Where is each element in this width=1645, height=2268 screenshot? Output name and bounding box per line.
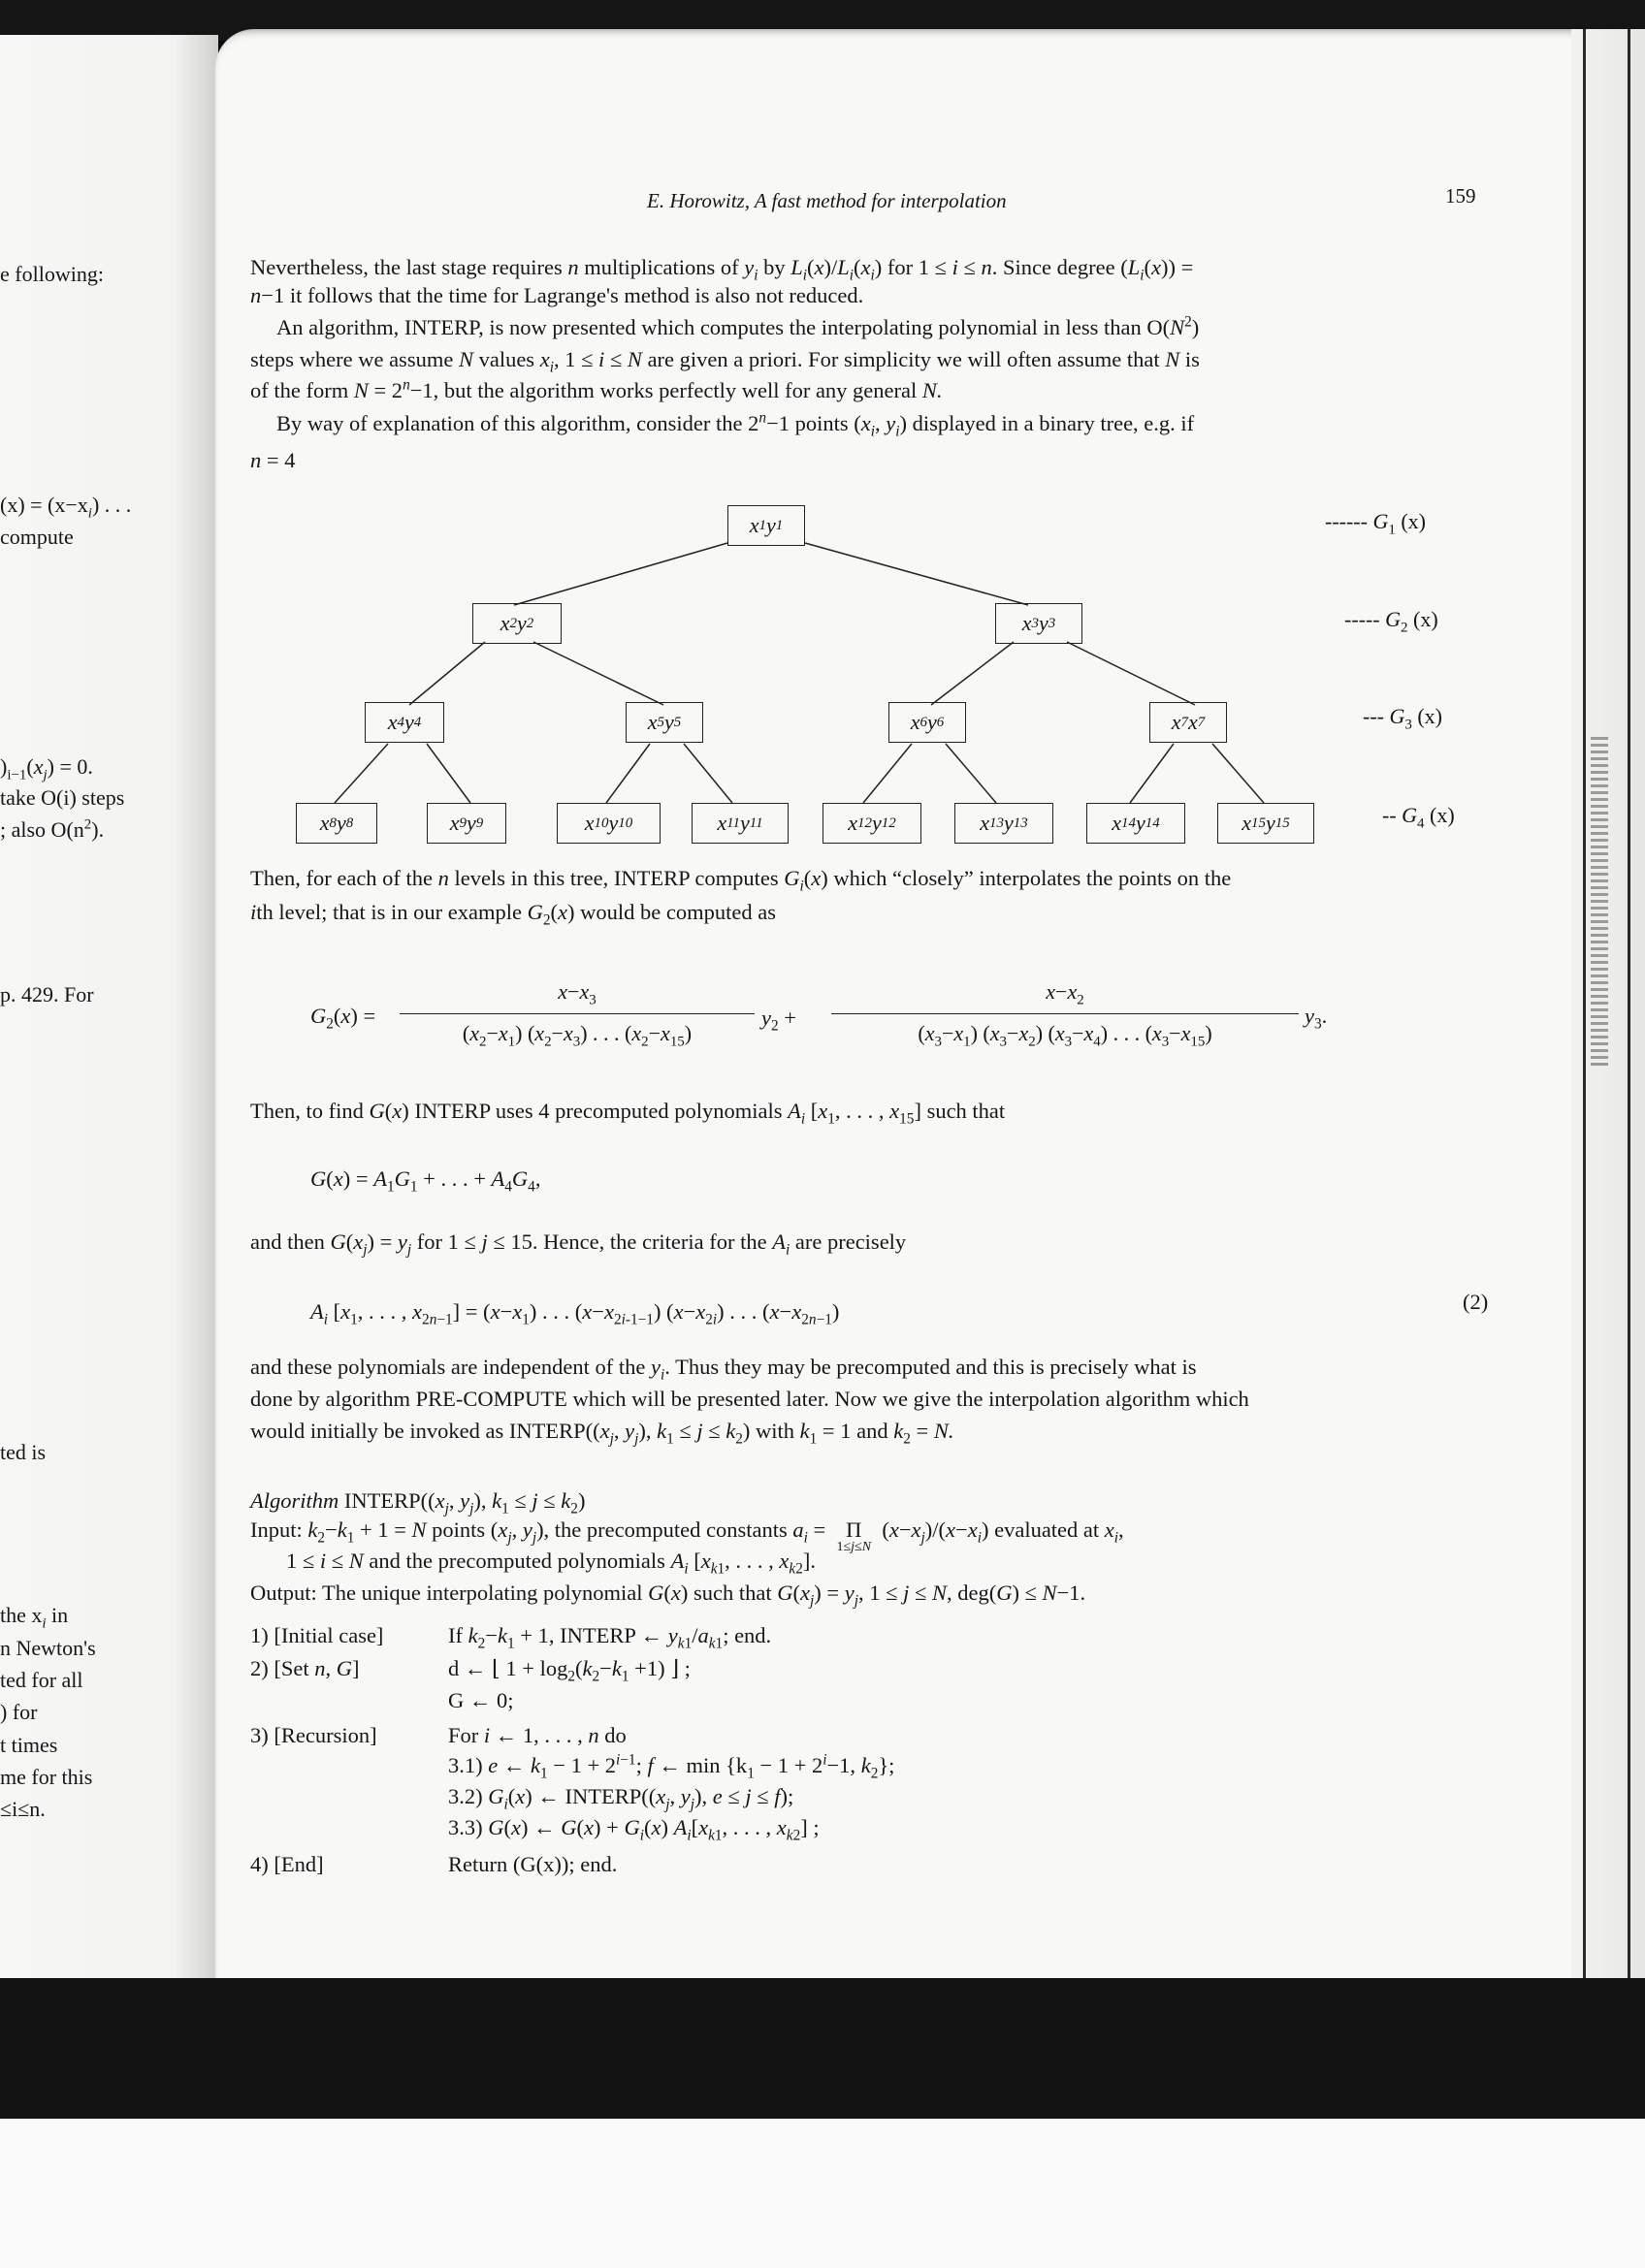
para4-line1: Then, for each of the n levels in this tree, INTERP computes $G_i(x)$ which “closely” interpolates the points on the bbox=[250, 866, 1232, 895]
para3-line1: By way of explanation of this algorithm, consider the $2^n-1$ points ($x_i$, $y_i$) displayed in a binary tree, e.g. if bbox=[276, 409, 1195, 440]
para1-line1: Nevertheless, the last stage requires n multiplications of $y_i$ by $L_i(x)/L_i(x_i)$ for 1 ≤ i ≤ n. Since degree $(L_i(x))$ = bbox=[250, 255, 1194, 284]
tree-edge bbox=[533, 642, 663, 705]
level-label-g2: ----- $G_2$ (x) bbox=[1344, 607, 1438, 636]
para2-line2: steps where we assume N values $x_i$, 1 ≤ i ≤ N are given a priori. For simplicity we will often assume that N is bbox=[250, 347, 1200, 376]
eq-g2-y2: $y_2$ + bbox=[761, 1006, 796, 1035]
left-fragment: compute bbox=[0, 525, 74, 549]
para7-line3: would initially be invoked as $INTERP((x_j$, $y_j$), $k_1 \le j \le k_2$) with $k_1 = 1$ and $k_2 = N$. bbox=[250, 1419, 954, 1448]
step3-2: 3.2) $G_i(x)$ ← $INTERP((x_j$, $y_j$), e ≤ j ≤ f); bbox=[448, 1784, 794, 1813]
algo-input-line1: Input: $k_2-k_1 + 1 = N$ points ($x_j$, $y_j$), the precomputed constants $a_i$ = Π 1≤j≤N $(x-x_j)/(x-x_i)$ evaluated at $x_i$, bbox=[250, 1517, 1124, 1554]
tree-node: x 11 y 11 bbox=[692, 803, 789, 844]
step2-text: d ← ⌊ $1 + \log_2(k_2-k_1 +1)$ ⌋ ; bbox=[448, 1656, 691, 1685]
para4-line2: ith level; that is in our example $G_2(x)$ would be computed as bbox=[250, 900, 776, 929]
left-fragment: e following: bbox=[0, 262, 104, 286]
step4-text: Return (G(x)); end. bbox=[448, 1852, 618, 1876]
tree-edge bbox=[335, 744, 388, 803]
para2-line1: An algorithm, INTERP, is now presented which computes the interpolating polynomial in less than $O(N^2)$ bbox=[276, 313, 1200, 339]
eq-g2-den1: $(x_2-x_1)$ $(x_2-x_3)$ . . . $(x_2-x_{15})$ bbox=[462, 1021, 693, 1050]
eq-2: $A_i$ [$x_1$, . . . , $x_{2n-1}] = (x-x_1)$ . . . $(x-x_{2i-1-1})$ $(x-x_{2i})$ . . . $(x-x_{2n-1})$ bbox=[310, 1299, 840, 1328]
tree-edge bbox=[931, 642, 1014, 705]
level-label-g3: --- $G_3$ (x) bbox=[1363, 704, 1443, 733]
tree-node: x 5 y 5 bbox=[626, 702, 703, 743]
tree-node: x 6 y 6 bbox=[888, 702, 966, 743]
left-fragment: ) for bbox=[0, 1700, 38, 1724]
para6: and then $G(x_j) = y_j$ for 1 ≤ j ≤ 15. Hence, the criteria for the $A_i$ are precisely bbox=[250, 1230, 907, 1259]
tree-node: x 13 y 13 bbox=[954, 803, 1053, 844]
tree-node: x 8 y 8 bbox=[296, 803, 377, 844]
eq-g2-lhs: $G_2(x)$ = bbox=[310, 1004, 376, 1033]
level-label-g1: ------ $G_1$ (x) bbox=[1325, 509, 1426, 538]
step1-text: If $k_2-k_1 + 1$, INTERP ← $y_{k1}/a_{k1}$; end. bbox=[448, 1623, 772, 1652]
para5: Then, to find G(x) INTERP uses 4 precomputed polynomials $A_i$ [$x_1$, . . . , $x_{15}$] such that bbox=[250, 1099, 1006, 1128]
step1-label: 1) [Initial case] bbox=[250, 1623, 384, 1647]
tree-edge bbox=[863, 744, 912, 803]
tree-edge bbox=[409, 642, 485, 705]
step3-text: For i ← 1, . . . , n do bbox=[448, 1723, 627, 1747]
step2-line2: G ← 0; bbox=[448, 1688, 514, 1712]
tree-node: x 12 y 12 bbox=[822, 803, 921, 844]
algo-output: Output: The unique interpolating polynomial G(x) such that $G(x_j) = y_j$, 1 ≤ j ≤ N, deg(G) ≤ N−1. bbox=[250, 1581, 1086, 1610]
step3-3: 3.3) G(x) ← $G(x) + G_i(x)$ $A_i[x_{k1}$, . . . , $x_{k2}$] ; bbox=[448, 1815, 820, 1844]
tree-node: x 14 y 14 bbox=[1086, 803, 1185, 844]
left-fragment: t times bbox=[0, 1733, 58, 1757]
eq-g-sum: $G(x) = A_1G_1$ + . . . + $A_4G_4$, bbox=[310, 1166, 541, 1196]
tree-node: x 10 y 10 bbox=[557, 803, 661, 844]
tree-node: x 3 y 3 bbox=[995, 603, 1082, 644]
eq-g2-num2: $x-x_2$ bbox=[1046, 979, 1084, 1008]
tree-edge bbox=[606, 744, 650, 803]
tree-node: x 1 y 1 bbox=[727, 505, 805, 546]
step2-label: 2) [Set n, G] bbox=[250, 1656, 360, 1680]
tree-node: x 7 x 7 bbox=[1149, 702, 1227, 743]
tree-edge bbox=[946, 744, 996, 803]
level-label-g4: -- $G_4$ (x) bbox=[1382, 803, 1455, 832]
tree-edge bbox=[1130, 744, 1174, 803]
para2-line3: of the form $N = 2^n-1$, but the algorithm works perfectly well for any general N. bbox=[250, 376, 943, 402]
tree-edge bbox=[1212, 744, 1264, 803]
left-fragment: ; also $O(n^2)$. bbox=[0, 816, 105, 842]
eq-g2-bar1 bbox=[400, 1013, 755, 1014]
left-fragment: ted is bbox=[0, 1440, 47, 1464]
step3-label: 3) [Recursion] bbox=[250, 1723, 377, 1747]
left-fragment: the $x_i$ in bbox=[0, 1603, 69, 1632]
tree-node: x 4 y 4 bbox=[365, 702, 444, 743]
page-number: 159 bbox=[1445, 184, 1476, 208]
tree-edge bbox=[427, 744, 470, 803]
para1-line2: n−1 it follows that the time for Lagrange's method is also not reduced. bbox=[250, 283, 864, 307]
step4-label: 4) [End] bbox=[250, 1852, 324, 1876]
left-fragment: $(x) = (x-x_i)$ . . . bbox=[0, 493, 132, 522]
para7-line2: done by algorithm PRE-COMPUTE which will be presented later. Now we give the interpolation algorithm which bbox=[250, 1387, 1249, 1411]
tree-node: x 9 y 9 bbox=[427, 803, 506, 844]
eq-2-number: (2) bbox=[1463, 1290, 1489, 1314]
tree-node: x 2 y 2 bbox=[472, 603, 562, 644]
tree-edge bbox=[805, 543, 1028, 605]
algo-input-line2: 1 ≤ i ≤ N and the precomputed polynomials $A_i$ [$x_{k1}$, . . . , $x_{k2}$]. bbox=[286, 1549, 816, 1578]
left-fragment: p. 429. For bbox=[0, 982, 94, 1006]
running-title: E. Horowitz, A fast method for interpolation bbox=[647, 189, 1007, 212]
eq-g2-den2: $(x_3-x_1)$ $(x_3-x_2)$ $(x_3-x_4)$ . . . $(x_3-x_{15})$ bbox=[918, 1021, 1212, 1050]
para3-line2: n = 4 bbox=[250, 448, 296, 472]
para7-line1: and these polynomials are independent of the $y_i$. Thus they may be precomputed and this is precisely what is bbox=[250, 1355, 1197, 1384]
tree-edge bbox=[684, 744, 732, 803]
tree-edge bbox=[1067, 642, 1195, 705]
algo-title: Algorithm $INTERP((x_j$, $y_j$), $k_1 \le j \le k_2$) bbox=[250, 1488, 586, 1517]
left-fragment: ≤i≤n. bbox=[0, 1797, 46, 1821]
eq-g2-bar2 bbox=[831, 1013, 1299, 1014]
left-fragment: )$_{i-1}(x_j) = 0$. bbox=[0, 754, 93, 783]
left-fragment: take O(i) steps bbox=[0, 785, 125, 810]
step3-1: 3.1) e ← $k_1 - 1 + 2^{i-1}$; f ← $\min \{k_1 - 1 + 2^i-1$, $k_2$}; bbox=[448, 1751, 895, 1782]
tree-edge bbox=[514, 543, 727, 605]
eq-g2-num1: $x-x_3$ bbox=[558, 979, 597, 1008]
left-fragment: me for this bbox=[0, 1765, 93, 1789]
left-fragment: n Newton's bbox=[0, 1636, 96, 1660]
left-fragment: ted for all bbox=[0, 1668, 83, 1692]
eq-g2-y3: $y_3$. bbox=[1305, 1004, 1328, 1033]
tree-node: x 15 y 15 bbox=[1217, 803, 1314, 844]
